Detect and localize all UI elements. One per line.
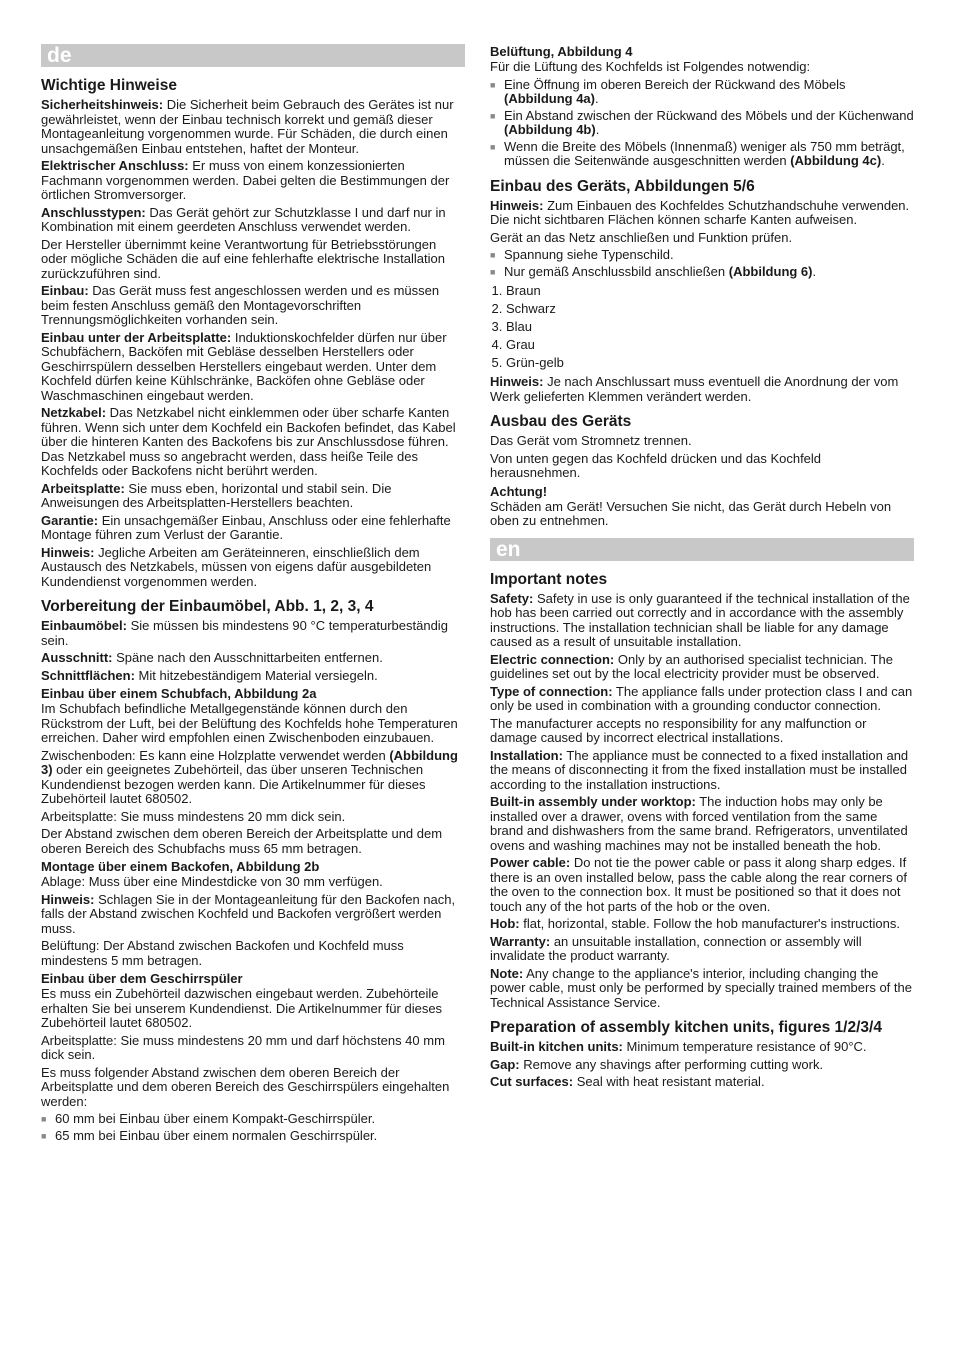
list-item: 2. Schwarz: [506, 300, 914, 318]
list-item: 5. Grün-gelb: [506, 354, 914, 372]
paragraph-text: The induction hobs may only be installed over a drawer, ovens with forced ventilation from the same brand and dishwashers from the same brand. Refrigerators, unventilated ovens and washing machines may not be installed beneath the hob.: [490, 794, 908, 853]
warning-text: Schäden am Gerät! Versuchen Sie nicht, das Gerät durch Hebeln von oben zu entnehmen.: [490, 498, 892, 528]
figure-ref: (Abbildung 4a): [504, 91, 595, 106]
figure-ref: (Abbildung 3): [41, 747, 458, 777]
bullet-list: [490, 248, 914, 279]
paragraph-text: Do not tie the power cable or pass it along sharp edges. If there is an oven installed below, pass the cable along the rear corners of the oven to the connection box. It must be positioned so that it does not touch any of the hot parts of the hob or the oven.: [490, 855, 907, 914]
paragraph: Im Schubfach befindliche Metallgegenstände können durch den Rückstrom der Luft, bei der Belüftung des Kochfelds hohe Temperaturen erreichen. Daher wird empfohlen einen Zwischenboden einzubauen.: [41, 701, 458, 745]
paragraph-label: Installation:: [490, 747, 563, 763]
figure-ref: (Abbildung 6): [728, 263, 813, 279]
list-item-text: Wenn die Breite des Möbels (Innenmaß) weniger als 750 mm beträgt, müssen die Seitenwände ausgeschnitten werden: [504, 138, 905, 168]
left-column: [41, 44, 465, 1146]
paragraph: [490, 653, 914, 682]
paragraph-label: Built-in assembly under worktop:: [490, 794, 696, 809]
paragraph: [41, 669, 465, 684]
punctuation: .: [595, 91, 599, 106]
paragraph-label: Einbaumöbel:: [41, 618, 127, 633]
list-item: [490, 140, 914, 169]
paragraph-text: Ein unsachgemäßer Einbau, Anschluss oder eine fehlerhafte Montage führen zum Verlust der Garantie.: [41, 512, 451, 542]
paragraph: Gerät an das Netz anschließen und Funktion prüfen.: [490, 229, 793, 245]
paragraph-text: Schlagen Sie in der Montageanleitung für den Backofen nach, falls der Abstand zwischen Kochfeld und Backofen vergrößert werden muss.: [41, 891, 456, 936]
bullet-list: [490, 78, 914, 169]
list-item: [490, 78, 914, 107]
paragraph-label: Warranty:: [490, 933, 551, 949]
wire-color-list: [490, 282, 914, 372]
paragraph-label: Netzkabel:: [41, 405, 107, 420]
section-title: Important notes: [490, 570, 608, 588]
paragraph: [41, 514, 465, 543]
paragraph: [41, 546, 465, 590]
paragraph-text: Je nach Anschlussart muss eventuell die Anordnung der vom Werk gelieferten Klemmen verändert werden.: [490, 374, 899, 404]
paragraph-label: Sicherheitshinweis:: [41, 97, 164, 112]
list-item: ■ 60 mm bei Einbau über einem Kompakt-Geschirrspüler.: [41, 1112, 465, 1127]
subsection-title: Belüftung, Abbildung 4: [490, 44, 633, 59]
paragraph-label: Arbeitsplatte:: [41, 480, 125, 496]
paragraph-text: Mit hitzebeständigem Material versiegeln.: [134, 667, 378, 683]
language-code: en: [496, 537, 521, 561]
paragraph-text: flat, horizontal, stable. Follow the hob manufacturer's instructions.: [519, 916, 900, 931]
paragraph: [41, 893, 465, 937]
paragraph: [490, 856, 914, 914]
paragraph: [41, 98, 465, 156]
paragraph-label: Ausschnitt:: [41, 650, 113, 665]
paragraph-label: Power cable:: [490, 855, 571, 870]
section-title: Vorbereitung der Einbaumöbel, Abb. 1, 2, 3, 4: [41, 598, 374, 615]
paragraph-label: Garantie:: [41, 512, 99, 528]
paragraph-text: Sie muss eben, horizontal und stabil sein. Die Anweisungen des Arbeitsplatten-Herstellers beachten.: [41, 480, 392, 510]
subsection-title: Montage über einem Backofen, Abbildung 2b: [41, 859, 320, 874]
right-column: [490, 44, 914, 1093]
paragraph: Arbeitsplatte: Sie muss mindestens 20 mm dick sein.: [41, 808, 346, 824]
list-item: 1. Braun: [506, 282, 914, 300]
list-item: 3. Blau: [506, 318, 914, 336]
punctuation: .: [812, 263, 817, 279]
paragraph-label: Type of connection:: [490, 683, 613, 699]
paragraph: [41, 331, 465, 404]
list-item: 4. Grau: [506, 336, 914, 354]
list-item-text: Ein Abstand zwischen der Rückwand des Möbels und der Küchenwand: [504, 107, 914, 123]
paragraph-text: Remove any shavings after performing cutting work.: [519, 1056, 824, 1072]
paragraph: Der Abstand zwischen dem oberen Bereich der Arbeitsplatte und dem oberen Bereich des Schubfachs muss 65 mm betragen.: [41, 826, 443, 856]
paragraph-text: Das Netzkabel nicht einklemmen oder über scharfe Kanten führen. Wenn sich unter dem Kochfeld ein Backofen befindet, das Kabel über die hinteren Kanten des Backofens bis zur Anschlussdose führen. Das Netzkabel muss so angebracht werden, dass heiße Teile des Kochfelds oder Backofens nicht berührt werden.: [41, 405, 456, 478]
paragraph-text: Das Gerät muss fest angeschlossen werden und es müssen beim festen Anschluss gemäß den Montagevorschriften Trennungsmöglichkeiten vorhanden sein.: [41, 283, 440, 327]
paragraph: [41, 284, 465, 328]
paragraph-text: The appliance must be connected to a fixed installation and the means of disconnecting it from the fixed installation must be installed according to the installation instructions.: [490, 747, 909, 792]
paragraph-label: Gap:: [490, 1056, 520, 1072]
figure-ref: (Abbildung 4c): [790, 153, 882, 168]
language-bar-en: [490, 538, 914, 561]
paragraph-text: an unsuitable installation, connection or assembly will invalidate the product warranty.: [490, 933, 862, 963]
paragraph-text: Any change to the appliance's interior, including changing the power cable, must only be performed by specially trained members of the Technical Assistance Service.: [490, 965, 912, 1010]
paragraph-label: Hinweis:: [41, 891, 95, 907]
paragraph: [490, 199, 914, 228]
paragraph: [490, 935, 914, 964]
paragraph-label: Safety:: [490, 590, 534, 606]
paragraph-text: Induktionskochfelder dürfen nur über Schubfächern, Backöfen mit Gebläse desselben Herstellers oder Geschirrspülern desselben Herstellers eingebaut werden. Unter dem Kochfeld dürfen keine Kühlschränke, Backöfen ohne Gebläse oder Waschmaschinen eingebaut werden.: [41, 329, 447, 403]
section-title: Ausbau des Geräts: [490, 413, 632, 430]
paragraph: [490, 375, 914, 404]
section-title: Wichtige Hinweise: [41, 77, 177, 94]
paragraph: Ablage: Muss über eine Mindestdicke von 30 mm verfügen.: [41, 874, 383, 889]
paragraph: [490, 967, 914, 1011]
paragraph: Das Gerät vom Stromnetz trennen.: [490, 433, 692, 448]
warning-title: Achtung!: [490, 483, 548, 499]
list-item: [490, 109, 914, 138]
figure-ref: (Abbildung 4b): [504, 122, 596, 137]
paragraph: [490, 592, 914, 650]
paragraph: [41, 651, 465, 666]
paragraph-label: Hinweis:: [41, 544, 95, 560]
section-title: Preparation of assembly kitchen units, figures 1/2/3/4: [490, 1019, 882, 1036]
paragraph: Belüftung: Der Abstand zwischen Backofen und Kochfeld muss mindestens 5 mm betragen.: [41, 938, 404, 968]
paragraph-text: Jegliche Arbeiten am Geräteinneren, einschließlich dem Austausch des Netzkabels, müssen von eigens dafür ausgebildeten Kundendienst vorgenommen werden.: [41, 544, 432, 589]
paragraph-label: Note:: [490, 965, 524, 981]
language-bar-de: [41, 44, 465, 67]
paragraph: Für die Lüftung des Kochfelds ist Folgendes notwendig:: [490, 59, 811, 74]
paragraph: [41, 749, 465, 807]
paragraph: [41, 406, 465, 479]
paragraph: [490, 795, 914, 853]
bullet-list: [41, 1112, 465, 1143]
paragraph-label: Cut surfaces:: [490, 1074, 574, 1089]
paragraph: [490, 685, 914, 714]
paragraph: Arbeitsplatte: Sie muss mindestens 20 mm und darf höchstens 40 mm dick sein.: [41, 1032, 445, 1062]
subsection-title: Einbau über dem Geschirrspüler: [41, 971, 243, 986]
paragraph-label: Hinweis:: [490, 197, 544, 213]
paragraph: [490, 1075, 914, 1090]
list-item: [490, 265, 914, 280]
list-item-text: Eine Öffnung im oberen Bereich der Rückwand des Möbels: [504, 76, 846, 92]
paragraph: Es muss folgender Abstand zwischen dem oberen Bereich der Arbeitsplatte und dem oberen Bereich des Geschirrspülers eingehalten werden:: [41, 1064, 450, 1109]
paragraph: [41, 159, 465, 203]
paragraph: Von unten gegen das Kochfeld drücken und das Kochfeld herausnehmen.: [490, 450, 822, 480]
paragraph: The manufacturer accepts no responsibility for any malfunction or damage caused by incorrect electrical installations.: [490, 715, 867, 745]
list-item: ■ 65 mm bei Einbau über einem normalen Geschirrspüler.: [41, 1129, 465, 1144]
paragraph-text: Zwischenboden: Es kann eine Holzplatte verwendet werden: [41, 747, 390, 763]
paragraph: [41, 482, 465, 511]
paragraph-text: The appliance falls under protection class I and can only be used in combination with a grounding conductor connection.: [490, 683, 913, 713]
paragraph-label: Built-in kitchen units:: [490, 1039, 623, 1054]
paragraph: [490, 1058, 914, 1073]
paragraph: Der Hersteller übernimmt keine Verantwortung für Betriebsstörungen oder mögliche Schäden die auf eine fehlerhafte elektrische Installation zurückzuführen sind.: [41, 236, 445, 281]
paragraph-label: Einbau unter der Arbeitsplatte:: [41, 329, 232, 345]
paragraph-label: Electric connection:: [490, 651, 615, 667]
paragraph: [41, 619, 465, 648]
paragraph-label: Elektrischer Anschluss:: [41, 158, 189, 173]
paragraph: [490, 1040, 914, 1055]
language-code: de: [47, 44, 72, 67]
list-item: ■ Spannung siehe Typenschild.: [490, 248, 914, 263]
paragraph-text: Das Gerät gehört zur Schutzklasse I und darf nur in Kombination mit einem geerdeten Anschluss verwendet werden.: [41, 204, 446, 234]
paragraph-text: Er muss von einem konzessionierten Fachmann vorgenommen werden. Dabei gelten die Bestimmungen der örtlichen Stromversorger.: [41, 158, 450, 202]
paragraph-label: Einbau:: [41, 283, 89, 298]
paragraph-label: Hinweis:: [490, 374, 544, 389]
paragraph-label: Anschlusstypen:: [41, 204, 146, 220]
paragraph-text: Die Sicherheit beim Gebrauch des Gerätes ist nur gewährleistet, wenn der Einbau technisch korrekt und gemäß dieser Montageanleitung vorgenommen wurde. Für Schäden, die durch einen unsachgemäßen Einbau entstehen, haftet der Monteur.: [41, 97, 454, 156]
paragraph-text: Zum Einbauen des Kochfeldes Schutzhandschuhe verwenden. Die nicht sichtbaren Flächen können scharfe Kanten aufweisen.: [490, 197, 910, 227]
paragraph-label: Schnittflächen:: [41, 667, 135, 683]
list-item-text: Nur gemäß Anschlussbild anschließen: [504, 263, 729, 279]
paragraph-text: Safety in use is only guaranteed if the technical installation of the hob has been carried out correctly and in accordance with the assembly instructions. The installation technician shall be liable for any damage caused as a result of unsuitable installation.: [490, 590, 910, 649]
paragraph-text: Seal with heat resistant material.: [573, 1074, 765, 1089]
paragraph-text: Späne nach den Ausschnittarbeiten entfernen.: [112, 650, 383, 665]
punctuation: .: [881, 153, 885, 168]
paragraph-text: Sie müssen bis mindestens 90 °C temperaturbeständig sein.: [41, 618, 448, 648]
paragraph-label: Hob:: [490, 916, 520, 931]
paragraph-text: Minimum temperature resistance of 90°C.: [622, 1039, 867, 1054]
paragraph: [490, 917, 914, 932]
paragraph: [41, 206, 465, 235]
paragraph: [490, 749, 914, 793]
section-title: Einbau des Geräts, Abbildungen 5/6: [490, 177, 755, 195]
punctuation: .: [595, 122, 600, 137]
paragraph-text: Only by an authorised specialist technician. The guidelines set out by the local electricity provider must be observed.: [490, 651, 893, 681]
paragraph-text: oder ein geeignetes Zubehörteil, das über unseren Technischen Kundendienst bezogen werden kann. Die Artikelnummer für dieses Zubehörteil lautet 680502.: [41, 762, 426, 806]
paragraph: Es muss ein Zubehörteil dazwischen eingebaut werden. Zubehörteile erhalten Sie bei unserem Kundendienst. Die Artikelnummer für dieses Zubehörteil lautet 680502.: [41, 986, 443, 1030]
subsection-title: Einbau über einem Schubfach, Abbildung 2a: [41, 686, 317, 701]
